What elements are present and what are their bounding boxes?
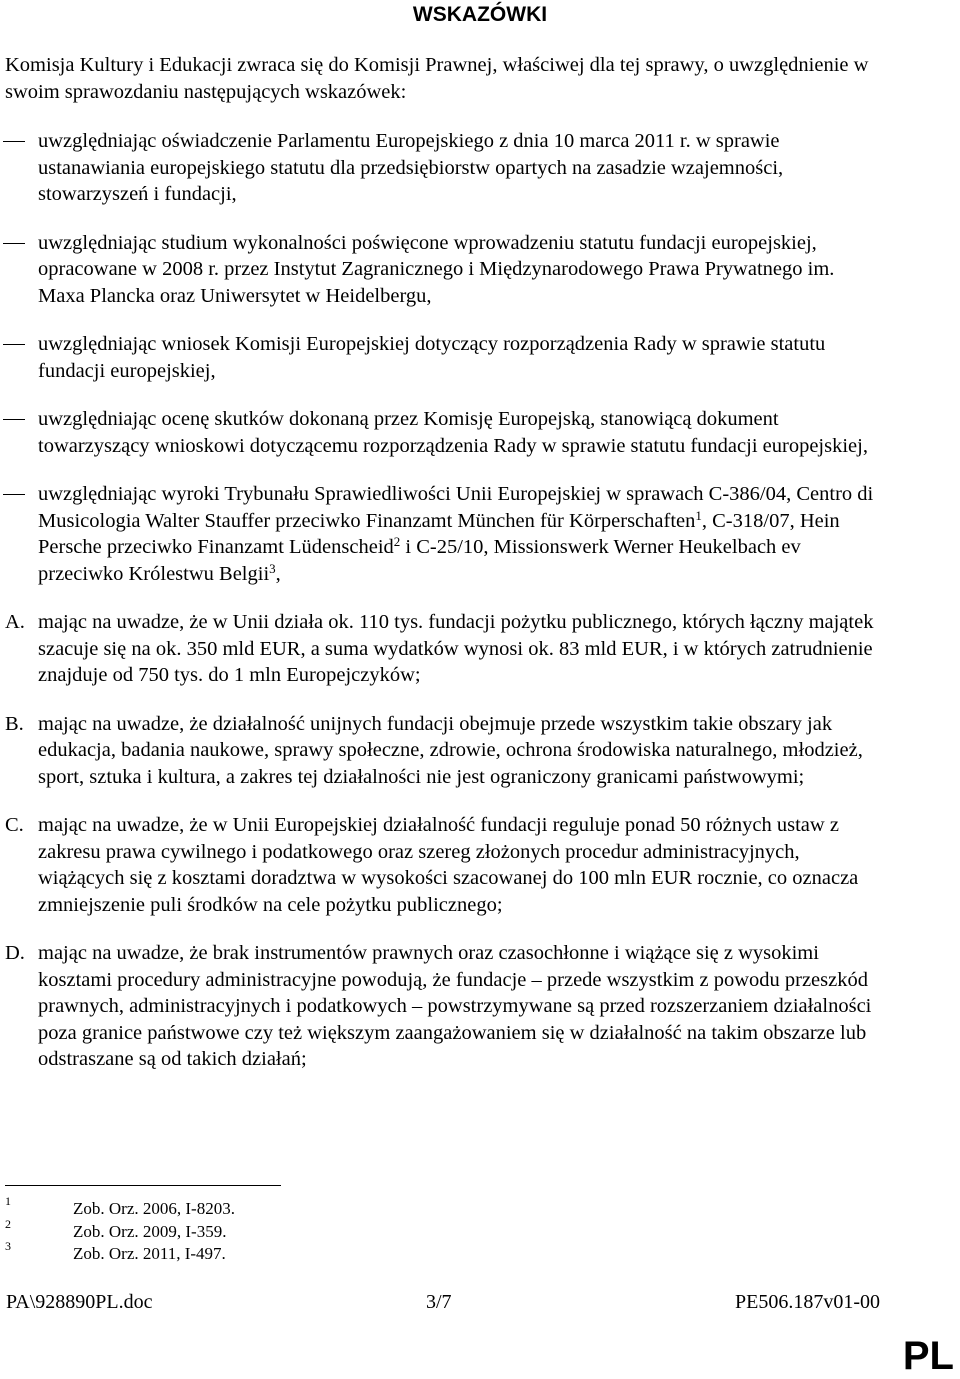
footer-page-number: 3/7 xyxy=(426,1291,452,1313)
recital-text: mając na uwadze, że działalność unijnych fundacji obejmuje przede wszystkim takie obszary jak edukacja, badania naukowe, sprawy społeczne, zdrowie, ochrona środowiska naturalnego, młodzież, sport, sztuka i kultura, a zakres tej działalności nie jest ograniczony granicami państwowymi; xyxy=(38,712,863,788)
citation-text: uwzględniając wniosek Komisji Europejskiej dotyczący rozporządzenia Rady w sprawie statutu fundacji europejskiej, xyxy=(38,333,826,382)
footnote-number: 2 xyxy=(5,1217,11,1231)
footnote-number: 3 xyxy=(5,1239,11,1253)
recital-d xyxy=(0,940,878,1073)
intro-paragraph: Komisja Kultury i Edukacji zwraca się do Komisji Prawnej, właściwej dla tej sprawy, o uwzględnienie w swoim sprawozdaniu następujących wskazówek: xyxy=(5,54,869,103)
recital-text: mając na uwadze, że brak instrumentów prawnych oraz czasochłonne i wiążące się z wysokimi kosztami procedury administracyjne powodują, że fundacje – przede wszystkim z powodu przeszkód prawnych, administracyjnych i podatkowych – powstrzymywane są przed rozszerzaniem działalności poza granice państwowe czy też większym zaangażowaniem się w działalność na takim obszarze lub odstraszane są od takich działań; xyxy=(38,942,872,1070)
footnote-text: Zob. Orz. 2011, I-497. xyxy=(73,1244,226,1263)
recital-letter: D. xyxy=(5,942,25,964)
citation-text: uwzględniając oświadczenie Parlamentu Europejskiego z dnia 10 marca 2011 r. w sprawie ustanawiania europejskiego statutu dla przedsiębiorstw opartych na zasadzie wzajemności, stowarzyszeń i fundacji, xyxy=(38,130,784,205)
citation-item xyxy=(0,128,878,208)
citation-text: uwzględniając studium wykonalności poświęcone wprowadzeniu statutu fundacji europejskiej, opracowane w 2008 r. przez Instytut Zagranicznego i Międzynarodowego Prawa Prywatnego im. Maxa Plancka oraz Uniwersytet w Heidelbergu, xyxy=(38,231,835,307)
citation-item xyxy=(0,230,878,310)
footnote-text: Zob. Orz. 2006, I-8203. xyxy=(73,1199,235,1218)
citation-text: , xyxy=(275,562,281,585)
recital-letter: C. xyxy=(5,814,24,836)
citation-text: uwzględniając ocenę skutków dokonaną przez Komisję Europejską, stanowiącą dokument towarzyszący wnioskowi dotyczącemu rozporządzenia Rady w sprawie statutu fundacji europejskiej, xyxy=(38,408,868,457)
recital-b xyxy=(0,711,878,791)
citation-item xyxy=(0,331,878,384)
recital-letter: A. xyxy=(5,611,25,633)
section-title: WSKAZÓWKI xyxy=(412,3,548,26)
citation-item xyxy=(0,406,878,459)
footnote-separator xyxy=(5,1185,281,1186)
recital-c xyxy=(0,812,878,918)
citations-and-recitals xyxy=(0,128,960,1095)
footnote-number: 1 xyxy=(5,1194,11,1208)
footnote-ref[interactable]: 3 xyxy=(269,560,276,576)
dash-bullet xyxy=(3,419,25,420)
citation-item-court-rulings xyxy=(0,481,878,587)
dash-bullet xyxy=(3,494,25,495)
recital-text: mając na uwadze, że w Unii Europejskiej działalność fundacji reguluje ponad 50 różnych ustaw z zakresu prawa cywilnego i podatkowego oraz szereg złożonych procedur administracyjnych, wiążących się z kosztami doradztwa w wysokości szacowanej do 100 mln EUR rocznie, co oznacza zmniejszenie puli środków na cele pożytku publicznego; xyxy=(38,814,859,916)
dash-bullet xyxy=(3,141,25,142)
footnote-ref[interactable]: 1 xyxy=(695,507,702,523)
footer-document-id: PA\928890PL.doc xyxy=(6,1291,153,1313)
recital-letter: B. xyxy=(5,712,24,735)
dash-bullet xyxy=(3,344,25,345)
language-badge: PL xyxy=(902,1334,954,1378)
citation-text: i C-25/10, Missionswerk Werner Heukelbach ev przeciwko Królestwu Belgii xyxy=(38,536,801,585)
footnote-text: Zob. Orz. 2009, I-359. xyxy=(73,1222,227,1241)
footnote-ref[interactable]: 2 xyxy=(393,534,401,549)
citation-text: , C-318/07, Hein Persche przeciwko Finanzamt Lüdenscheid xyxy=(38,509,840,558)
dash-bullet xyxy=(3,243,25,244)
citation-text: uwzględniając wyroki Trybunału Sprawiedliwości Unii Europejskiej w sprawach C-386/04, Centro di Musicologia Walter Stauffer przeciwko Finanzamt München für Körperschaften xyxy=(38,483,874,532)
recital-text: mając na uwadze, że w Unii działa ok. 110 tys. fundacji pożytku publicznego, których łączny majątek szacuje się na ok. 350 mld EUR, a suma wydatków wynosi ok. 83 mld EUR, i w których zatrudnienie znajduje od 750 tys. do 1 mln Europejczyków; xyxy=(38,611,874,686)
footer-reference: PE506.187v01-00 xyxy=(735,1291,880,1313)
recital-a xyxy=(0,609,878,689)
